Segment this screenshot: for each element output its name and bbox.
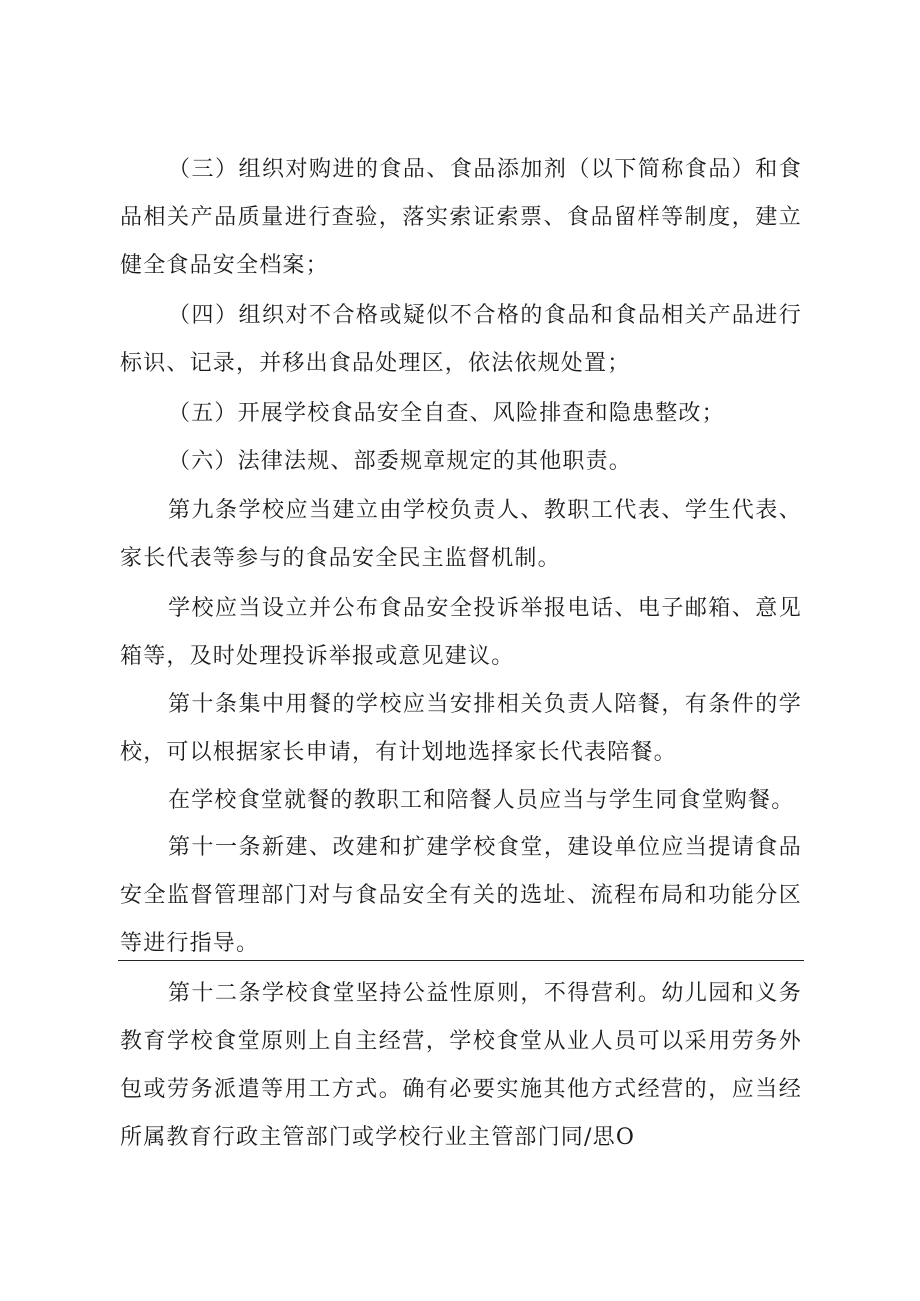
paragraph-item-5: （五）开展学校食品安全自查、风险排查和隐患整改； xyxy=(168,401,725,426)
section-divider xyxy=(118,960,804,961)
article-10-dining-paragraph: 在学校食堂就餐的教职工和陪餐人员应当与学生同食堂购餐。 xyxy=(168,788,795,813)
paragraph-item-3: （三）组织对购进的食品、食品添加剂（以下简称食品）和食品相关产品质量进行查验，落实索证索票、食品留样等制度，建立健全食品安全档案； xyxy=(120,157,802,278)
article-12-paragraph: 第十二条学校食堂坚持公益性原则，不得营利。幼儿园和义务教育学校食堂原则上自主经营，学校食堂从业人员可以采用劳务外包或劳务派遣等用工方式。确有必要实施其他方式经营的，应当经所属教育行政主管部门或学校行业主管部门同/思O xyxy=(120,981,802,1150)
article-11-paragraph: 第十一条新建、改建和扩建学校食堂，建设单位应当提请食品安全监督管理部门对与食品安全有关的选址、流程布局和功能分区等进行指导。 xyxy=(120,835,802,956)
paragraph-item-6: （六）法律法规、部委规章规定的其他职责。 xyxy=(168,449,633,474)
article-9-complaint-paragraph: 学校应当设立并公布食品安全投诉举报电话、电子邮箱、意见箱等，及时处理投诉举报或意见建议。 xyxy=(120,596,802,669)
article-9-paragraph: 第九条学校应当建立由学校负责人、教职工代表、学生代表、家长代表等参与的食品安全民主监督机制。 xyxy=(120,498,802,571)
article-10-paragraph: 第十条集中用餐的学校应当安排相关负责人陪餐，有条件的学校，可以根据家长申请，有计划地选择家长代表陪餐。 xyxy=(120,692,802,765)
paragraph-item-4: （四）组织对不合格或疑似不合格的食品和食品相关产品进行标识、记录，并移出食品处理区，依法依规处置； xyxy=(120,303,802,376)
